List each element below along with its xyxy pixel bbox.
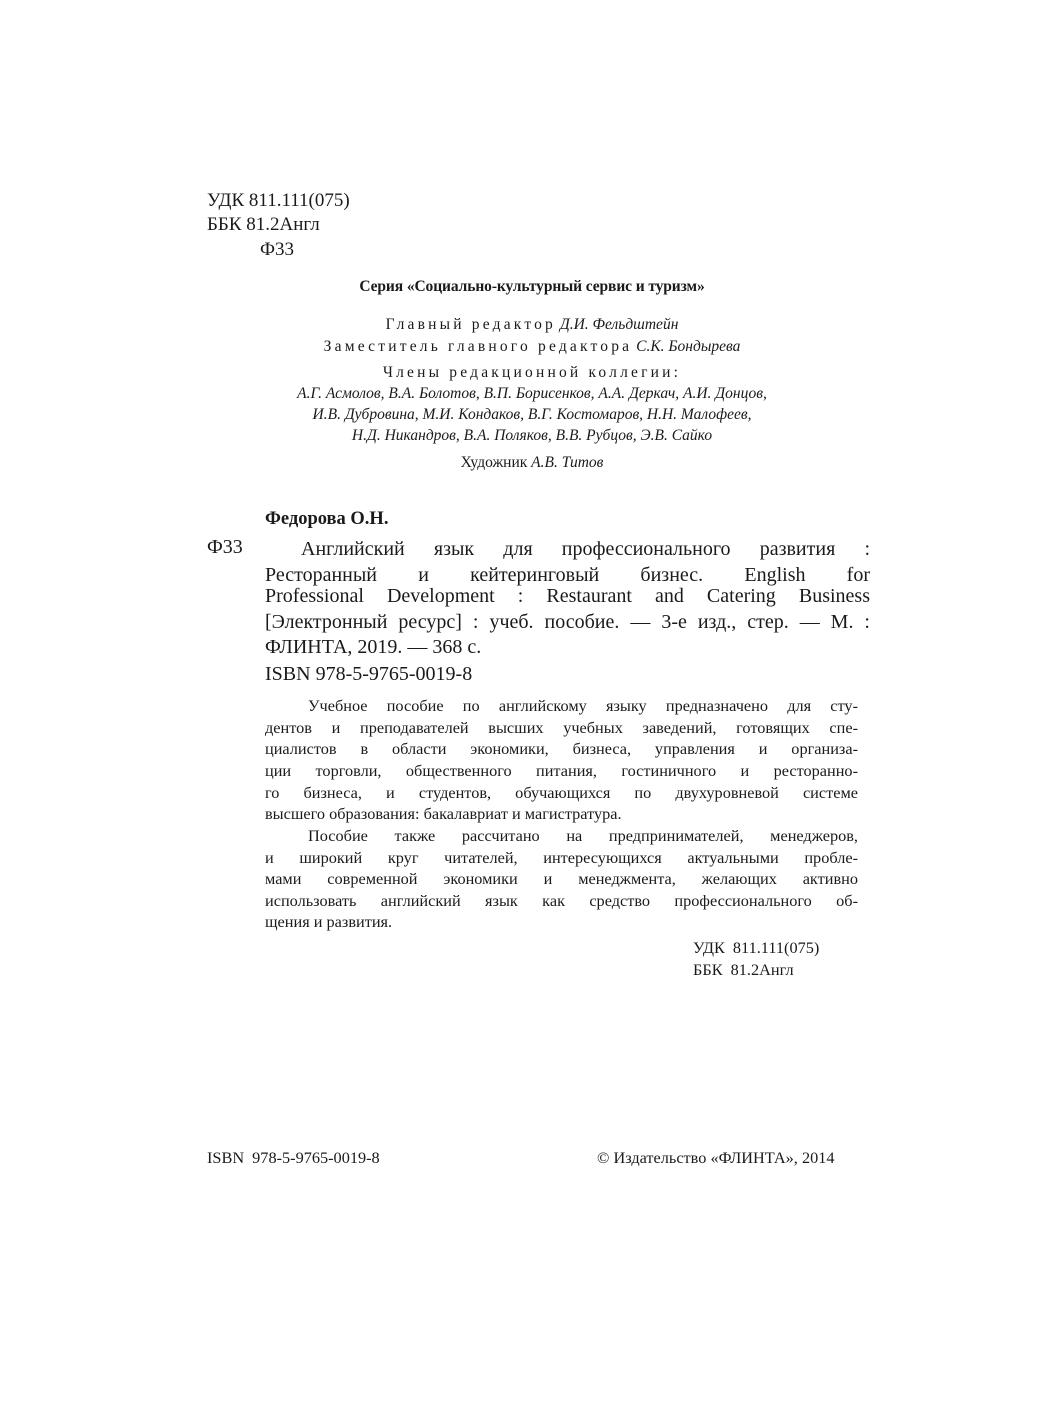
annotation-line: го бизнеса, и студентов, обучающихся по двухуровневой системе — [265, 783, 858, 802]
entry-title-line: Английский язык для профессионального развития : — [301, 538, 870, 560]
annotation-line: и широкий круг читателей, интересующихся актуальными пробле- — [265, 848, 858, 867]
deputy-editor-name: С.К. Бондырева — [636, 338, 741, 355]
annotation-line: щения и развития. — [265, 912, 393, 931]
annotation-line: дентов и преподавателей высших учебных заведений, готовящих спе- — [265, 718, 858, 737]
author-sign-top: Ф33 — [260, 239, 295, 260]
bbk-code-bottom: ББК 81.2Англ — [693, 960, 794, 979]
deputy-editor-line — [0, 336, 1064, 358]
annotation-line: циалистов в области экономики, бизнеса, управления и организа- — [265, 739, 858, 758]
board-label: Члены редакционной коллегии: — [382, 364, 682, 381]
footer-isbn: ISBN 978-5-9765-0019-8 — [207, 1148, 380, 1167]
deputy-editor-label: Заместитель главного редактора — [323, 338, 633, 355]
annotation-line: высшего образования: бакалавриат и магистратура. — [265, 804, 622, 823]
annotation-line: Пособие также рассчитано на предпринимателей, менеджеров, — [308, 826, 858, 845]
annotation-line: мами современной экономики и менеджмента, желающих активно — [265, 869, 858, 888]
annotation-line: ции торговли, общественного питания, гостиничного и ресторанно- — [265, 761, 858, 780]
udk-code-top: УДК 811.111(075) — [207, 190, 350, 211]
artist-name: А.В. Титов — [531, 454, 604, 471]
bbk-code-top: ББК 81.2Англ — [207, 214, 320, 235]
udk-code-bottom: УДК 811.111(075) — [693, 938, 820, 957]
entry-title-line: Ресторанный и кейтеринговый бизнес. English for — [265, 564, 870, 586]
chief-editor-line — [0, 314, 1064, 336]
chief-editor-label: Главный редактор — [385, 316, 556, 333]
entry-title-line: [Электронный ресурс] : учеб. пособие. — 3-е изд., стер. — М. : — [265, 611, 870, 633]
chief-editor-name: Д.И. Фельдштейн — [559, 316, 679, 333]
board-members-line: Н.Д. Никандров, В.А. Поляков, В.В. Рубцов, Э.В. Сайко — [351, 427, 713, 444]
artist-label: Художник — [460, 454, 528, 471]
entry-isbn: ISBN 978-5-9765-0019-8 — [265, 663, 473, 685]
artist-line — [0, 452, 1064, 474]
entry-title-line: ФЛИНТА, 2019. — 368 с. — [265, 636, 482, 658]
series-title: Серия «Социально-культурный сервис и туризм» — [359, 278, 705, 295]
entry-title-line: Professional Development : Restaurant and Catering Business — [265, 585, 870, 607]
annotation-line: использовать английский язык как средство профессионального об- — [265, 891, 858, 910]
board-members-line: А.Г. Асмолов, В.А. Болотов, В.П. Борисенков, А.А. Деркач, А.И. Донцов, — [297, 385, 767, 402]
footer-copyright: © Издательство «ФЛИНТА», 2014 — [597, 1148, 835, 1167]
entry-author: Федорова О.Н. — [265, 509, 389, 529]
board-members-line: И.В. Дубровина, М.И. Кондаков, В.Г. Костомаров, Н.Н. Малофеев, — [312, 406, 752, 423]
entry-code: Ф33 — [207, 536, 243, 558]
annotation-line: Учебное пособие по английскому языку предназначено для сту- — [308, 696, 858, 715]
